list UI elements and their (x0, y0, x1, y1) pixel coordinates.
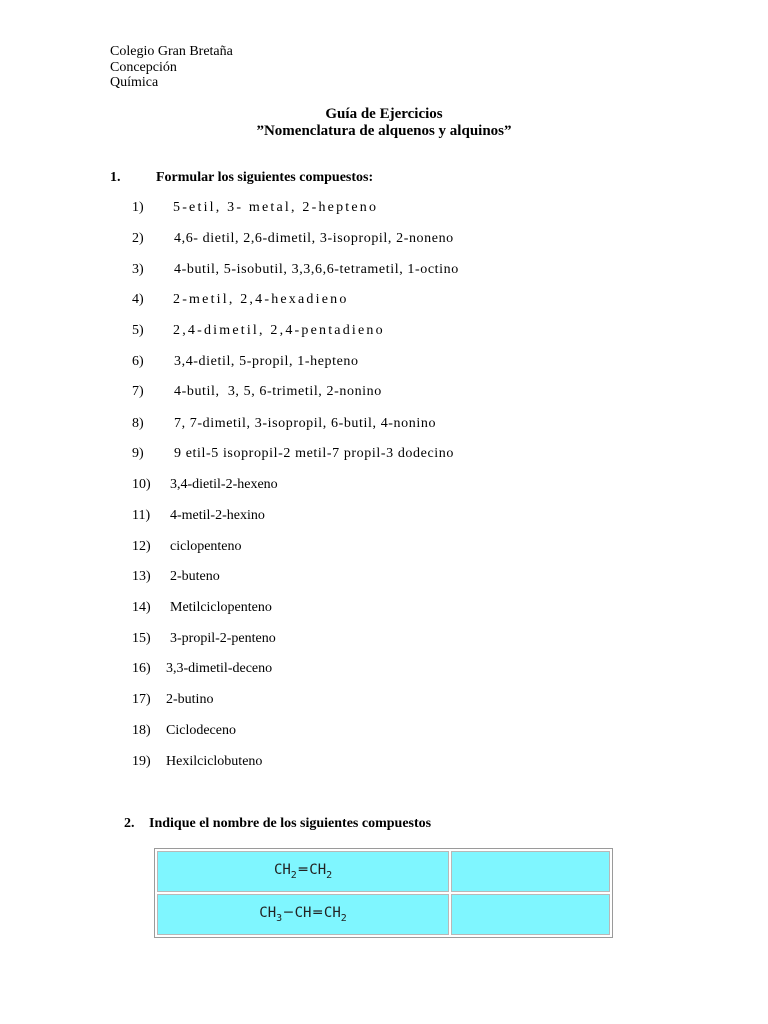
list-item: 14) Metilciclopenteno (132, 600, 272, 615)
answer-cell[interactable] (451, 851, 610, 892)
section-1-title: Formular los siguientes compuestos: (156, 170, 374, 185)
list-item: 19) Hexilciclobuteno (132, 754, 263, 769)
document-title: Guía de Ejercicios (325, 106, 443, 122)
list-item: 10) 3,4-dietil-2-hexeno (132, 477, 278, 492)
single-bond-icon: ─ (284, 905, 293, 921)
school-subject: Química (110, 75, 159, 90)
section-1-number: 1. (110, 170, 121, 185)
formula-cell-propene: $CH_3$ ─ CH ═ $CH_2$ (157, 894, 449, 935)
document-subtitle: ”Nomenclatura de alquenos y alquinos” (256, 123, 512, 139)
list-item: 8) 7, 7-dimetil, 3-isopropil, 6-butil, 4-nonino (132, 416, 437, 431)
list-item: 18) Ciclodeceno (132, 723, 236, 738)
section-2-number: 2. (124, 816, 135, 831)
list-item: 15) 3-propil-2-penteno (132, 631, 276, 646)
answer-cell[interactable] (451, 894, 610, 935)
list-item: 3) 4-butil, 5-isobutil, 3,3,6,6-tetrametil, 1-octino (132, 262, 459, 277)
list-item: 12) ciclopenteno (132, 539, 242, 554)
double-bond-icon: ═ (298, 862, 308, 878)
list-item: 4) 2-metil, 2,4-hexadieno (132, 292, 349, 307)
list-item: 9) 9 etil-5 isopropil-2 metil-7 propil-3 dodecino (132, 446, 454, 461)
list-item: 5) 2,4-dimetil, 2,4-pentadieno (132, 323, 385, 338)
table-row (157, 894, 610, 935)
formula-table (154, 848, 613, 938)
school-header (110, 44, 233, 91)
school-name: Colegio Gran Bretaña (110, 44, 233, 59)
list-item: 16) 3,3-dimetil-deceno (132, 661, 273, 676)
school-city: Concepción (110, 59, 177, 75)
list-item: 11) 4-metil-2-hexino (132, 508, 265, 523)
section-1-heading (110, 170, 373, 186)
list-item: 2) 4,6- dietil, 2,6-dimetil, 3-isopropil, 2-noneno (132, 231, 454, 246)
list-item: 13) 2-buteno (132, 569, 220, 584)
list-item: 6) 3,4-dietil, 5-propil, 1-hepteno (132, 354, 359, 369)
double-bond-icon: ═ (313, 905, 322, 921)
list-item: 7) 4-butil, 3, 5, 6-trimetil, 2-nonino (132, 384, 382, 399)
formula-cell-ethene: $CH_2$ ═ $CH_2$ (157, 851, 449, 892)
list-item: 1) 5-etil, 3- metal, 2-hepteno (132, 200, 379, 215)
table-row (157, 851, 610, 892)
list-item: 17) 2-butino (132, 692, 214, 707)
section-2-heading (124, 816, 431, 832)
section-2-title: Indique el nombre de los siguientes compuestos (149, 816, 432, 831)
